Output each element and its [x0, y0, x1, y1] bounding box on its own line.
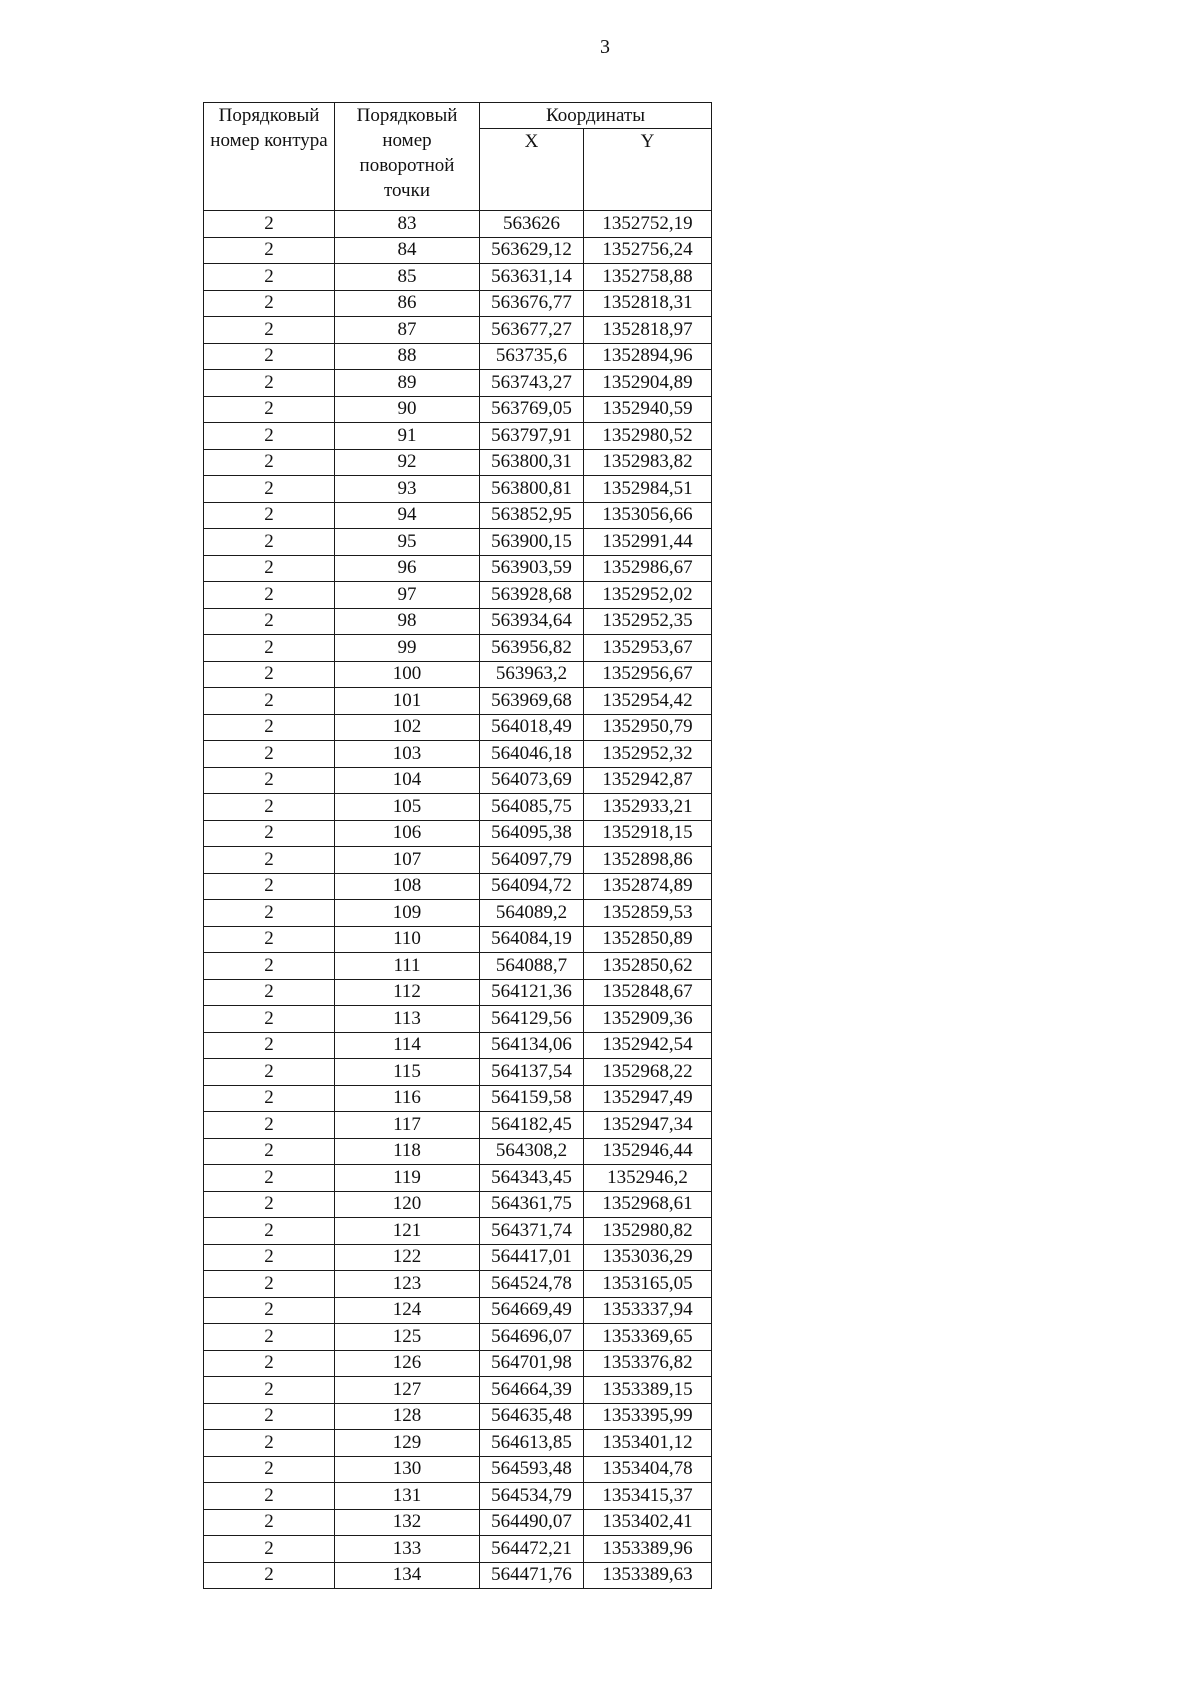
cell-y: 1352904,89	[584, 370, 712, 397]
cell-point-number: 92	[335, 449, 480, 476]
cell-contour-number: 2	[204, 502, 335, 529]
cell-contour-number: 2	[204, 1509, 335, 1536]
table-row	[204, 688, 712, 715]
cell-point-number: 114	[335, 1032, 480, 1059]
cell-point-number: 131	[335, 1483, 480, 1510]
cell-x: 564524,78	[480, 1271, 584, 1298]
cell-x: 564097,79	[480, 847, 584, 874]
cell-contour-number: 2	[204, 370, 335, 397]
cell-point-number: 97	[335, 582, 480, 609]
cell-point-number: 106	[335, 820, 480, 847]
cell-x: 564018,49	[480, 714, 584, 741]
table-row	[204, 1165, 712, 1192]
table-row	[204, 635, 712, 662]
cell-contour-number: 2	[204, 608, 335, 635]
cell-y: 1352980,82	[584, 1218, 712, 1245]
cell-x: 564613,85	[480, 1430, 584, 1457]
cell-x: 563800,31	[480, 449, 584, 476]
cell-contour-number: 2	[204, 1138, 335, 1165]
cell-point-number: 107	[335, 847, 480, 874]
cell-point-number: 84	[335, 237, 480, 264]
table-row	[204, 847, 712, 874]
table-row	[204, 1350, 712, 1377]
table-row	[204, 794, 712, 821]
table-row	[204, 1271, 712, 1298]
cell-point-number: 101	[335, 688, 480, 715]
cell-y: 1352752,19	[584, 211, 712, 238]
cell-y: 1352947,34	[584, 1112, 712, 1139]
table-row	[204, 237, 712, 264]
cell-point-number: 91	[335, 423, 480, 450]
cell-y: 1352942,87	[584, 767, 712, 794]
table-row	[204, 423, 712, 450]
table-row	[204, 1032, 712, 1059]
cell-contour-number: 2	[204, 635, 335, 662]
cell-point-number: 123	[335, 1271, 480, 1298]
cell-y: 1353337,94	[584, 1297, 712, 1324]
cell-point-number: 99	[335, 635, 480, 662]
cell-x: 564371,74	[480, 1218, 584, 1245]
cell-y: 1352952,35	[584, 608, 712, 635]
cell-x: 564696,07	[480, 1324, 584, 1351]
table-row	[204, 529, 712, 556]
table-row	[204, 1324, 712, 1351]
cell-point-number: 109	[335, 900, 480, 927]
table-row	[204, 1403, 712, 1430]
cell-contour-number: 2	[204, 237, 335, 264]
table-row	[204, 608, 712, 635]
table-row	[204, 582, 712, 609]
cell-y: 1353369,65	[584, 1324, 712, 1351]
cell-contour-number: 2	[204, 290, 335, 317]
cell-x: 564182,45	[480, 1112, 584, 1139]
cell-point-number: 113	[335, 1006, 480, 1033]
cell-y: 1352756,24	[584, 237, 712, 264]
cell-y: 1353404,78	[584, 1456, 712, 1483]
cell-contour-number: 2	[204, 1297, 335, 1324]
cell-x: 564534,79	[480, 1483, 584, 1510]
cell-contour-number: 2	[204, 1324, 335, 1351]
table-row	[204, 396, 712, 423]
cell-y: 1352874,89	[584, 873, 712, 900]
cell-y: 1352952,32	[584, 741, 712, 768]
header-x: X	[480, 129, 584, 211]
page-number: 3	[600, 36, 610, 58]
cell-contour-number: 2	[204, 396, 335, 423]
cell-x: 564134,06	[480, 1032, 584, 1059]
cell-y: 1352848,67	[584, 979, 712, 1006]
cell-x: 564046,18	[480, 741, 584, 768]
coordinates-table	[203, 102, 712, 1589]
cell-point-number: 96	[335, 555, 480, 582]
cell-y: 1352991,44	[584, 529, 712, 556]
cell-point-number: 85	[335, 264, 480, 291]
table-row	[204, 1509, 712, 1536]
cell-contour-number: 2	[204, 1377, 335, 1404]
cell-contour-number: 2	[204, 873, 335, 900]
cell-contour-number: 2	[204, 847, 335, 874]
table-row	[204, 1297, 712, 1324]
cell-y: 1353376,82	[584, 1350, 712, 1377]
cell-contour-number: 2	[204, 1165, 335, 1192]
cell-contour-number: 2	[204, 343, 335, 370]
cell-point-number: 87	[335, 317, 480, 344]
cell-contour-number: 2	[204, 1456, 335, 1483]
cell-point-number: 90	[335, 396, 480, 423]
table-row	[204, 900, 712, 927]
cell-contour-number: 2	[204, 423, 335, 450]
header-coordinates: Координаты	[480, 103, 712, 129]
cell-point-number: 108	[335, 873, 480, 900]
header-contour-number: Порядковый номер контура	[204, 103, 335, 211]
table-row	[204, 741, 712, 768]
cell-x: 564664,39	[480, 1377, 584, 1404]
table-row	[204, 1244, 712, 1271]
cell-contour-number: 2	[204, 1059, 335, 1086]
cell-y: 1352946,44	[584, 1138, 712, 1165]
cell-x: 563956,82	[480, 635, 584, 662]
cell-y: 1353395,99	[584, 1403, 712, 1430]
cell-x: 563769,05	[480, 396, 584, 423]
cell-x: 563800,81	[480, 476, 584, 503]
cell-point-number: 119	[335, 1165, 480, 1192]
table-row	[204, 1536, 712, 1563]
cell-point-number: 86	[335, 290, 480, 317]
cell-contour-number: 2	[204, 979, 335, 1006]
cell-x: 563903,59	[480, 555, 584, 582]
cell-point-number: 122	[335, 1244, 480, 1271]
cell-x: 563797,91	[480, 423, 584, 450]
cell-contour-number: 2	[204, 1271, 335, 1298]
cell-point-number: 83	[335, 211, 480, 238]
cell-x: 564137,54	[480, 1059, 584, 1086]
cell-x: 563629,12	[480, 237, 584, 264]
cell-point-number: 116	[335, 1085, 480, 1112]
cell-point-number: 126	[335, 1350, 480, 1377]
cell-y: 1353389,96	[584, 1536, 712, 1563]
cell-y: 1352968,61	[584, 1191, 712, 1218]
cell-x: 563928,68	[480, 582, 584, 609]
cell-point-number: 89	[335, 370, 480, 397]
cell-point-number: 103	[335, 741, 480, 768]
cell-x: 563852,95	[480, 502, 584, 529]
table-row	[204, 1138, 712, 1165]
cell-x: 563743,27	[480, 370, 584, 397]
cell-y: 1353401,12	[584, 1430, 712, 1457]
cell-point-number: 105	[335, 794, 480, 821]
cell-y: 1353402,41	[584, 1509, 712, 1536]
cell-x: 563677,27	[480, 317, 584, 344]
cell-y: 1353415,37	[584, 1483, 712, 1510]
cell-contour-number: 2	[204, 688, 335, 715]
cell-point-number: 112	[335, 979, 480, 1006]
cell-y: 1353389,15	[584, 1377, 712, 1404]
cell-x: 563963,2	[480, 661, 584, 688]
cell-contour-number: 2	[204, 1562, 335, 1589]
cell-point-number: 128	[335, 1403, 480, 1430]
cell-contour-number: 2	[204, 1536, 335, 1563]
cell-x: 563676,77	[480, 290, 584, 317]
header-y: Y	[584, 129, 712, 211]
header-point-number: Порядковый номер поворотной точки	[335, 103, 480, 211]
cell-contour-number: 2	[204, 476, 335, 503]
table-row	[204, 1059, 712, 1086]
cell-y: 1352818,97	[584, 317, 712, 344]
cell-y: 1353165,05	[584, 1271, 712, 1298]
table-row	[204, 476, 712, 503]
cell-point-number: 132	[335, 1509, 480, 1536]
table-row	[204, 211, 712, 238]
cell-x: 564490,07	[480, 1509, 584, 1536]
cell-contour-number: 2	[204, 820, 335, 847]
cell-point-number: 130	[335, 1456, 480, 1483]
cell-x: 563626	[480, 211, 584, 238]
table-row	[204, 290, 712, 317]
cell-contour-number: 2	[204, 555, 335, 582]
table-row	[204, 661, 712, 688]
cell-contour-number: 2	[204, 926, 335, 953]
cell-x: 564089,2	[480, 900, 584, 927]
cell-x: 563735,6	[480, 343, 584, 370]
cell-contour-number: 2	[204, 1006, 335, 1033]
cell-contour-number: 2	[204, 529, 335, 556]
cell-x: 564472,21	[480, 1536, 584, 1563]
cell-contour-number: 2	[204, 317, 335, 344]
cell-x: 564094,72	[480, 873, 584, 900]
cell-x: 564121,36	[480, 979, 584, 1006]
cell-contour-number: 2	[204, 1244, 335, 1271]
cell-y: 1352956,67	[584, 661, 712, 688]
cell-point-number: 117	[335, 1112, 480, 1139]
table-row	[204, 502, 712, 529]
cell-x: 564343,45	[480, 1165, 584, 1192]
table-row	[204, 317, 712, 344]
cell-y: 1352859,53	[584, 900, 712, 927]
cell-x: 564088,7	[480, 953, 584, 980]
cell-x: 564471,76	[480, 1562, 584, 1589]
cell-point-number: 95	[335, 529, 480, 556]
cell-contour-number: 2	[204, 1191, 335, 1218]
cell-x: 563900,15	[480, 529, 584, 556]
cell-y: 1353036,29	[584, 1244, 712, 1271]
cell-point-number: 120	[335, 1191, 480, 1218]
cell-x: 564308,2	[480, 1138, 584, 1165]
table-row	[204, 1191, 712, 1218]
cell-contour-number: 2	[204, 1483, 335, 1510]
cell-y: 1352954,42	[584, 688, 712, 715]
cell-x: 564361,75	[480, 1191, 584, 1218]
cell-contour-number: 2	[204, 1430, 335, 1457]
cell-contour-number: 2	[204, 449, 335, 476]
cell-contour-number: 2	[204, 741, 335, 768]
cell-point-number: 102	[335, 714, 480, 741]
table-row	[204, 555, 712, 582]
cell-contour-number: 2	[204, 264, 335, 291]
cell-x: 564417,01	[480, 1244, 584, 1271]
table-row	[204, 1112, 712, 1139]
table-row	[204, 343, 712, 370]
cell-y: 1352946,2	[584, 1165, 712, 1192]
table-row	[204, 264, 712, 291]
cell-y: 1352950,79	[584, 714, 712, 741]
cell-y: 1352918,15	[584, 820, 712, 847]
table-row	[204, 714, 712, 741]
cell-y: 1352952,02	[584, 582, 712, 609]
cell-contour-number: 2	[204, 953, 335, 980]
cell-y: 1352933,21	[584, 794, 712, 821]
cell-x: 564701,98	[480, 1350, 584, 1377]
cell-contour-number: 2	[204, 900, 335, 927]
cell-contour-number: 2	[204, 211, 335, 238]
table-row	[204, 370, 712, 397]
cell-point-number: 124	[335, 1297, 480, 1324]
cell-point-number: 110	[335, 926, 480, 953]
cell-y: 1352909,36	[584, 1006, 712, 1033]
cell-y: 1352898,86	[584, 847, 712, 874]
cell-contour-number: 2	[204, 1032, 335, 1059]
cell-y: 1352818,31	[584, 290, 712, 317]
cell-point-number: 98	[335, 608, 480, 635]
cell-y: 1353056,66	[584, 502, 712, 529]
cell-x: 564073,69	[480, 767, 584, 794]
cell-point-number: 127	[335, 1377, 480, 1404]
cell-y: 1352942,54	[584, 1032, 712, 1059]
cell-y: 1352850,62	[584, 953, 712, 980]
table-row	[204, 1085, 712, 1112]
cell-x: 563631,14	[480, 264, 584, 291]
table-row	[204, 1562, 712, 1589]
cell-point-number: 121	[335, 1218, 480, 1245]
table-row	[204, 926, 712, 953]
table-row	[204, 1218, 712, 1245]
table-row	[204, 1456, 712, 1483]
table-row	[204, 873, 712, 900]
cell-x: 564095,38	[480, 820, 584, 847]
cell-x: 563969,68	[480, 688, 584, 715]
cell-contour-number: 2	[204, 714, 335, 741]
cell-contour-number: 2	[204, 1218, 335, 1245]
cell-y: 1352968,22	[584, 1059, 712, 1086]
table-header	[204, 103, 712, 211]
cell-contour-number: 2	[204, 1350, 335, 1377]
cell-y: 1352940,59	[584, 396, 712, 423]
cell-y: 1352953,67	[584, 635, 712, 662]
table-row	[204, 449, 712, 476]
cell-point-number: 94	[335, 502, 480, 529]
cell-y: 1352894,96	[584, 343, 712, 370]
cell-y: 1353389,63	[584, 1562, 712, 1589]
cell-point-number: 104	[335, 767, 480, 794]
cell-point-number: 134	[335, 1562, 480, 1589]
cell-point-number: 111	[335, 953, 480, 980]
table-row	[204, 1377, 712, 1404]
cell-x: 563934,64	[480, 608, 584, 635]
cell-y: 1352850,89	[584, 926, 712, 953]
table-row	[204, 820, 712, 847]
table-body	[204, 211, 712, 1589]
cell-y: 1352986,67	[584, 555, 712, 582]
cell-y: 1352984,51	[584, 476, 712, 503]
cell-x: 564084,19	[480, 926, 584, 953]
cell-x: 564129,56	[480, 1006, 584, 1033]
cell-x: 564159,58	[480, 1085, 584, 1112]
cell-y: 1352980,52	[584, 423, 712, 450]
table-row	[204, 767, 712, 794]
cell-contour-number: 2	[204, 794, 335, 821]
table-row	[204, 979, 712, 1006]
cell-point-number: 118	[335, 1138, 480, 1165]
cell-point-number: 100	[335, 661, 480, 688]
cell-x: 564635,48	[480, 1403, 584, 1430]
cell-point-number: 133	[335, 1536, 480, 1563]
cell-y: 1352947,49	[584, 1085, 712, 1112]
cell-contour-number: 2	[204, 1085, 335, 1112]
cell-point-number: 93	[335, 476, 480, 503]
cell-x: 564593,48	[480, 1456, 584, 1483]
cell-contour-number: 2	[204, 767, 335, 794]
cell-y: 1352983,82	[584, 449, 712, 476]
cell-x: 564669,49	[480, 1297, 584, 1324]
cell-y: 1352758,88	[584, 264, 712, 291]
cell-point-number: 88	[335, 343, 480, 370]
cell-point-number: 129	[335, 1430, 480, 1457]
cell-contour-number: 2	[204, 1403, 335, 1430]
table-row	[204, 1430, 712, 1457]
cell-point-number: 125	[335, 1324, 480, 1351]
table-row	[204, 953, 712, 980]
cell-point-number: 115	[335, 1059, 480, 1086]
cell-contour-number: 2	[204, 661, 335, 688]
cell-x: 564085,75	[480, 794, 584, 821]
table-row	[204, 1006, 712, 1033]
table-row	[204, 1483, 712, 1510]
cell-contour-number: 2	[204, 1112, 335, 1139]
cell-contour-number: 2	[204, 582, 335, 609]
